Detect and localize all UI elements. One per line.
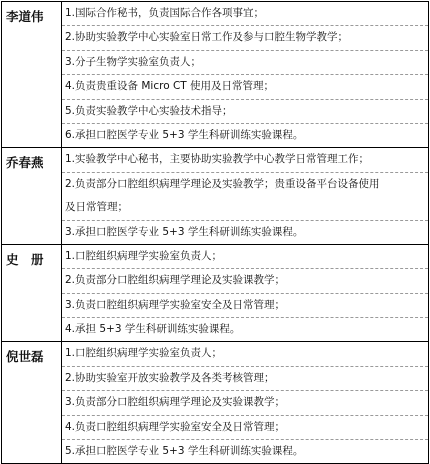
table-row — [2, 2, 429, 148]
duty-item: 1.口腔组织病理学实验室负责人； — [62, 342, 428, 366]
duty-list — [62, 244, 429, 342]
duty-item: 2.协助实验室开放实验教学及各类考核管理； — [62, 367, 428, 391]
duty-item: 1.口腔组织病理学实验室负责人； — [62, 245, 428, 269]
duty-list — [62, 148, 429, 245]
staff-duty-table — [1, 1, 429, 464]
duty-item: 5.负责实验教学中心实验技术指导； — [62, 100, 428, 124]
duty-item: 4.承担 5+3 学生科研训练实验课程。 — [65, 323, 241, 336]
staff-name: 倪世磊 — [2, 342, 62, 464]
duty-item: 1.国际合作秘书，负责国际合作各项事宜； — [62, 2, 428, 26]
duty-item: 6.承担口腔医学专业 5+3 学生科研训练实验课程。 — [65, 128, 304, 141]
staff-name: 乔春燕 — [2, 148, 62, 245]
duty-item: 3.承担口腔医学专业 5+3 学生科研训练实验课程。 — [65, 225, 304, 238]
table-row — [2, 244, 429, 342]
table-row — [2, 342, 429, 464]
duty-item: 5.承担口腔医学专业 5+3 学生科研训练实验课程。 — [65, 445, 304, 458]
duty-item: 及日常管理； — [62, 196, 428, 220]
duty-item: 3.负责部分口腔组织病理学理论及实验课教学； — [62, 391, 428, 415]
staff-name: 李道伟 — [2, 2, 62, 148]
duty-item: 3.分子生物学实验室负责人； — [62, 51, 428, 75]
staff-name: 史 册 — [2, 244, 62, 342]
duty-item: 4.负责口腔组织病理学实验室安全及日常管理； — [62, 416, 428, 440]
table-row — [2, 148, 429, 245]
duty-list — [62, 2, 429, 148]
duty-item: 4.负责贵重设备 Micro CT 使用及日常管理； — [62, 75, 428, 99]
duty-item: 1.实验教学中心秘书，主要协助实验教学中心教学日常管理工作； — [62, 148, 428, 172]
duty-item: 2.负责部分口腔组织病理学理论及实验教学；贵重设备平台设备使用 — [65, 177, 380, 190]
duty-list — [62, 342, 429, 464]
duty-item: 3.负责口腔组织病理学实验室安全及日常管理； — [62, 294, 428, 318]
duty-item: 2.负责部分口腔组织病理学理论及实验课教学； — [62, 269, 428, 293]
duty-item: 2.协助实验教学中心实验室日常工作及参与口腔生物学教学； — [62, 26, 428, 50]
